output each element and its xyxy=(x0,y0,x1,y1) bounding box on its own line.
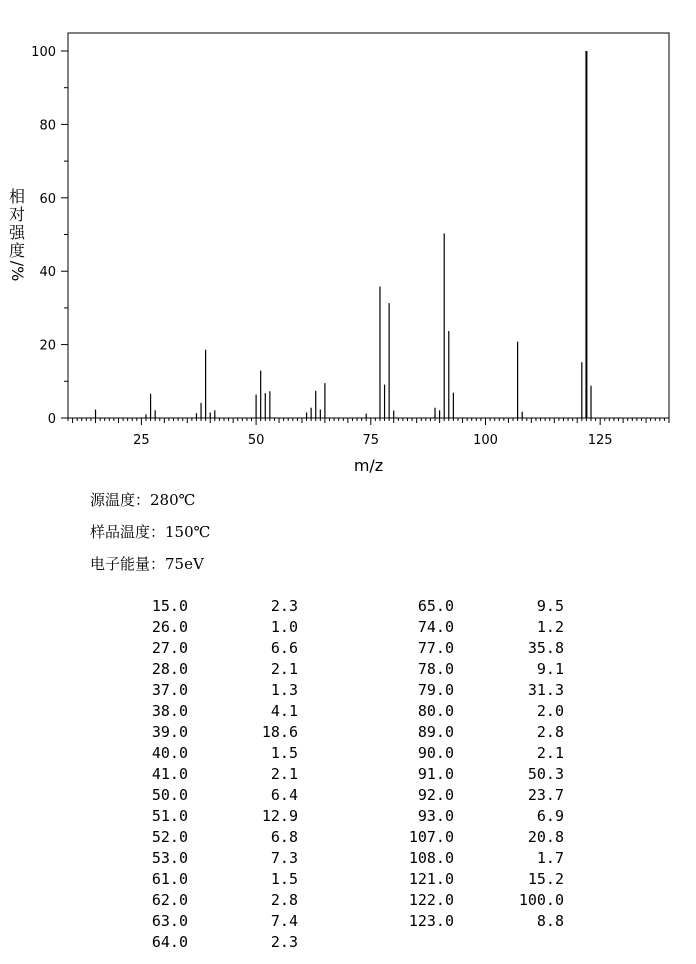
intensity-value: 6.9 xyxy=(536,807,564,825)
mz-value: 79.0 xyxy=(417,681,454,699)
mz-value: 108.0 xyxy=(408,849,454,867)
chart-svg xyxy=(0,0,696,480)
table-row xyxy=(386,785,564,806)
mz-value: 89.0 xyxy=(417,723,454,741)
mz-value: 91.0 xyxy=(417,765,454,783)
table-row xyxy=(386,890,564,911)
mz-value: 78.0 xyxy=(417,660,454,678)
intensity-value: 6.4 xyxy=(270,786,298,804)
table-row xyxy=(386,806,564,827)
mz-value: 38.0 xyxy=(151,702,188,720)
mz-value: 27.0 xyxy=(151,639,188,657)
table-row xyxy=(120,680,298,701)
y-axis-label-char: 度 xyxy=(8,241,25,260)
intensity-value: 1.3 xyxy=(270,681,298,699)
table-row xyxy=(120,806,298,827)
table-row xyxy=(386,596,564,617)
table-row xyxy=(120,638,298,659)
table-row xyxy=(386,869,564,890)
table-row xyxy=(386,680,564,701)
intensity-value: 1.5 xyxy=(270,744,298,762)
mz-value: 28.0 xyxy=(151,660,188,678)
intensity-value: 9.5 xyxy=(536,597,564,615)
mz-value: 51.0 xyxy=(151,807,188,825)
measurement-conditions xyxy=(90,484,210,580)
intensity-value: 4.1 xyxy=(270,702,298,720)
intensity-value: 6.6 xyxy=(270,639,298,657)
y-tick-label: 0 xyxy=(47,412,56,427)
table-row xyxy=(120,617,298,638)
mass-spectrum-chart xyxy=(0,0,696,480)
intensity-value: 23.7 xyxy=(527,786,564,804)
table-row xyxy=(120,596,298,617)
mz-value: 123.0 xyxy=(408,912,454,930)
mz-value: 92.0 xyxy=(417,786,454,804)
intensity-value: 7.3 xyxy=(270,849,298,867)
x-tick-label: 25 xyxy=(133,433,150,448)
intensity-value: 2.1 xyxy=(270,660,298,678)
mz-value: 53.0 xyxy=(151,849,188,867)
mz-value: 107.0 xyxy=(408,828,454,846)
mz-value: 15.0 xyxy=(151,597,188,615)
source-temperature: 源温度：280℃ xyxy=(90,491,196,509)
table-row xyxy=(386,659,564,680)
intensity-value: 8.8 xyxy=(536,912,564,930)
intensity-value: 2.0 xyxy=(536,702,564,720)
mz-value: 39.0 xyxy=(151,723,188,741)
intensity-value: 100.0 xyxy=(518,891,564,909)
mz-value: 121.0 xyxy=(408,870,454,888)
intensity-value: 2.8 xyxy=(270,891,298,909)
table-row xyxy=(120,911,298,932)
mz-value: 41.0 xyxy=(151,765,188,783)
mz-value: 122.0 xyxy=(408,891,454,909)
table-row xyxy=(120,869,298,890)
table-row xyxy=(386,848,564,869)
y-tick-label: 60 xyxy=(39,191,56,207)
intensity-value: 2.3 xyxy=(270,597,298,615)
table-row xyxy=(120,932,298,953)
mz-value: 37.0 xyxy=(151,681,188,699)
y-axis-label xyxy=(6,188,28,280)
y-axis-label-char: 相 xyxy=(8,187,25,206)
table-row xyxy=(386,743,564,764)
x-axis-label: m/z xyxy=(353,456,384,475)
table-row xyxy=(386,638,564,659)
table-row xyxy=(120,890,298,911)
electron-energy: 电子能量：75eV xyxy=(90,555,204,573)
y-axis-label-char: 对 xyxy=(8,205,25,224)
peak-table-left-column xyxy=(120,596,298,953)
intensity-value: 1.0 xyxy=(270,618,298,636)
mz-value: 62.0 xyxy=(151,891,188,909)
table-row xyxy=(120,659,298,680)
y-tick-label: 80 xyxy=(39,118,56,134)
y-tick-label: 40 xyxy=(39,265,56,281)
intensity-value: 1.2 xyxy=(536,618,564,636)
table-row xyxy=(120,785,298,806)
mz-value: 26.0 xyxy=(151,618,188,636)
mz-value: 52.0 xyxy=(151,828,188,846)
intensity-value: 2.8 xyxy=(536,723,564,741)
y-tick-label: 20 xyxy=(39,338,56,354)
table-row xyxy=(386,617,564,638)
mz-value: 93.0 xyxy=(417,807,454,825)
intensity-value: 2.1 xyxy=(536,744,564,762)
mz-value: 40.0 xyxy=(151,744,188,762)
mz-value: 90.0 xyxy=(417,744,454,762)
table-row xyxy=(386,701,564,722)
intensity-value: 2.1 xyxy=(270,765,298,783)
intensity-value: 20.8 xyxy=(527,828,564,846)
table-row xyxy=(120,848,298,869)
mz-value: 63.0 xyxy=(151,912,188,930)
mz-value: 77.0 xyxy=(417,639,454,657)
x-tick-label: 50 xyxy=(247,433,265,448)
mz-value: 80.0 xyxy=(417,702,454,720)
intensity-value: 50.3 xyxy=(527,765,564,783)
table-row xyxy=(386,911,564,932)
mz-value: 50.0 xyxy=(151,786,188,804)
table-row xyxy=(120,743,298,764)
x-tick-label: 125 xyxy=(587,433,613,448)
table-row xyxy=(120,764,298,785)
mz-value: 61.0 xyxy=(151,870,188,888)
intensity-value: 2.3 xyxy=(270,933,298,951)
mz-value: 74.0 xyxy=(417,618,454,636)
intensity-value: 7.4 xyxy=(270,912,298,930)
intensity-value: 12.9 xyxy=(261,807,298,825)
intensity-value: 6.8 xyxy=(270,828,298,846)
mz-value: 65.0 xyxy=(417,597,454,615)
x-tick-label: 100 xyxy=(473,433,498,448)
plot-frame xyxy=(68,33,669,418)
intensity-value: 1.5 xyxy=(270,870,298,888)
y-tick-label: 100 xyxy=(31,45,56,60)
table-row xyxy=(386,827,564,848)
table-row xyxy=(120,827,298,848)
sample-temperature: 样品温度：150℃ xyxy=(90,523,211,541)
peak-table-right-column xyxy=(386,596,564,932)
y-axis-label-unit: /% xyxy=(8,260,27,282)
table-row xyxy=(386,722,564,743)
intensity-value: 15.2 xyxy=(527,870,564,888)
intensity-value: 35.8 xyxy=(527,639,564,657)
x-tick-label: 75 xyxy=(362,433,380,448)
intensity-value: 9.1 xyxy=(536,660,564,678)
table-row xyxy=(386,764,564,785)
table-row xyxy=(120,722,298,743)
y-axis-label-char: 强 xyxy=(8,223,25,242)
intensity-value: 1.7 xyxy=(536,849,564,867)
intensity-value: 31.3 xyxy=(527,681,564,699)
mz-value: 64.0 xyxy=(151,933,188,951)
table-row xyxy=(120,701,298,722)
intensity-value: 18.6 xyxy=(261,723,298,741)
